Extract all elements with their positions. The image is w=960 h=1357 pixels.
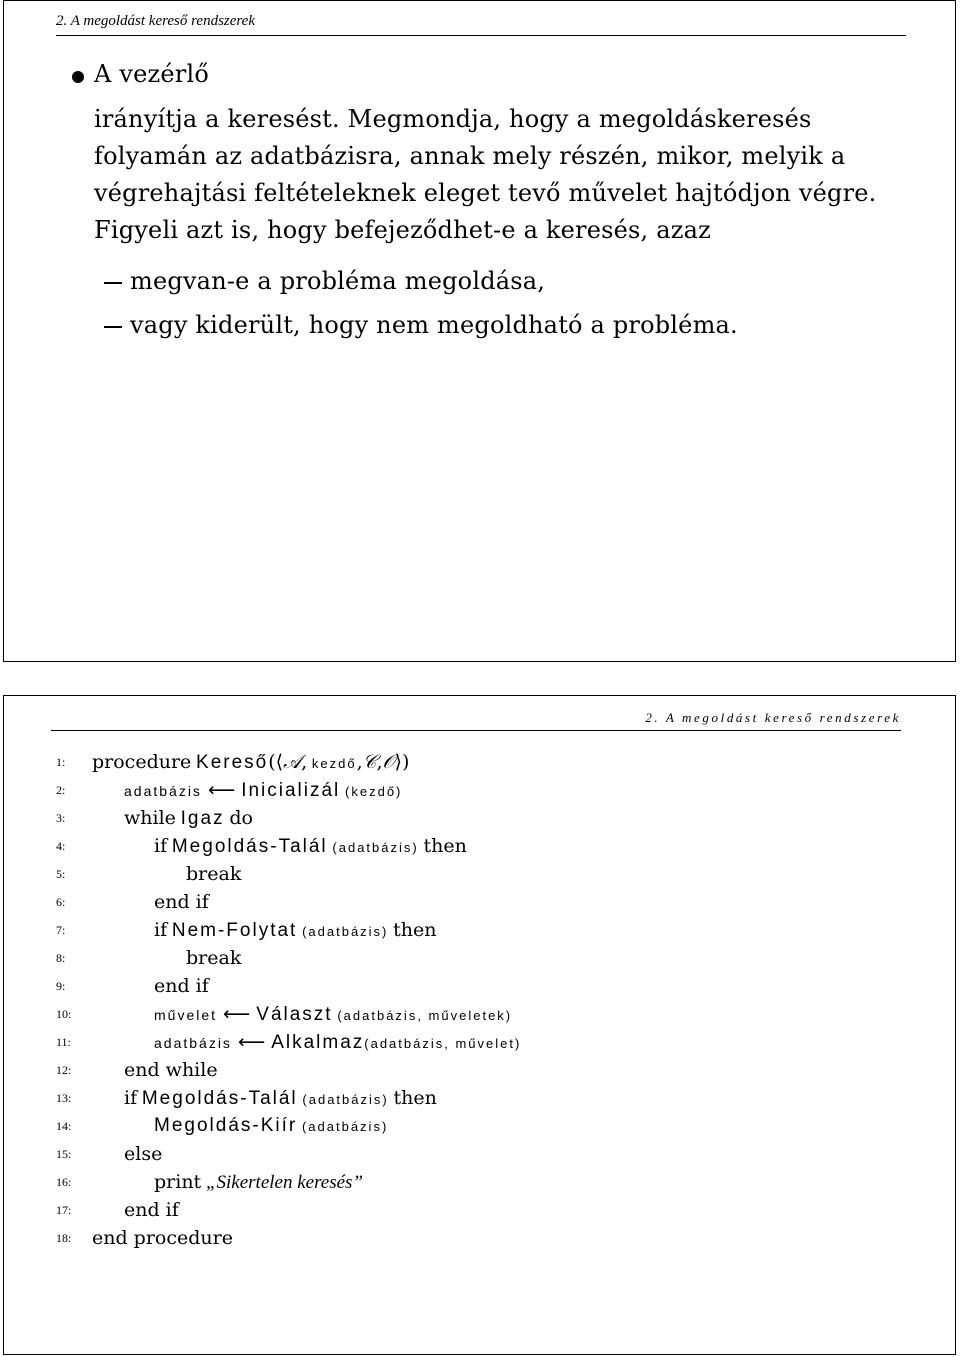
function-name: Kereső: [196, 752, 269, 773]
code-line: [4, 1112, 944, 1140]
keyword-end-if: end if: [154, 891, 209, 913]
variable: adatbázis: [154, 1035, 232, 1051]
function-name: Alkalmaz: [271, 1032, 365, 1053]
function-name: Igaz: [180, 808, 225, 829]
comma: ,: [356, 751, 363, 773]
code-line: [4, 776, 944, 804]
param-o: 𝒪: [382, 752, 395, 773]
keyword-end-while: end while: [124, 1059, 218, 1081]
code-line: [4, 916, 944, 944]
keyword-if: if: [124, 1087, 138, 1109]
slide-1: [3, 0, 956, 662]
line-number: 13:: [56, 1091, 72, 1105]
line-number: 3:: [56, 811, 66, 825]
function-name: Nem-Folytat: [171, 920, 298, 941]
comma: ,: [376, 751, 383, 773]
line-number: 2:: [56, 783, 66, 797]
slide-2: [3, 695, 956, 1355]
string-literal: „Sikertelen keresés”: [205, 1172, 364, 1193]
line-number: 4:: [56, 839, 66, 853]
line-number: 8:: [56, 951, 66, 965]
code-line: [4, 1168, 944, 1196]
line-content: [154, 888, 209, 917]
code-line: [4, 748, 944, 776]
line-content: [154, 972, 209, 1001]
line-number: 7:: [56, 923, 66, 937]
line-number: 10:: [56, 1007, 72, 1021]
assign-arrow-icon: ⟵: [223, 1003, 251, 1025]
code-line: [4, 1084, 944, 1112]
line-content: [124, 776, 402, 806]
slide-header: 2. A megoldást kereső rendszerek: [56, 13, 906, 36]
keyword-then: then: [423, 835, 467, 857]
keyword-break: break: [186, 947, 242, 969]
bullet-title: A vezérlő: [94, 60, 209, 88]
paragraph: irányítja a keresést. Megmondja, hogy a megoldáskeresés folyamán az adatbázisra, annak mely részén, mikor, melyik a végrehajtási feltételeknek eleget tevő művelet hajtódjon végre. Figyeli azt is, hogy befejeződhet-e a keresés, azaz: [94, 105, 877, 244]
variable: adatbázis: [124, 783, 202, 799]
line-number: 12:: [56, 1063, 72, 1077]
arguments: (kezdő): [345, 784, 403, 799]
assign-arrow-icon: ⟵: [237, 1031, 266, 1053]
dash-item: [104, 263, 545, 299]
code-line: [4, 860, 944, 888]
code-line: [4, 1028, 944, 1056]
keyword-else: else: [124, 1143, 163, 1165]
code-line: [4, 1140, 944, 1168]
arguments: (adatbázis, műveletek): [337, 1008, 513, 1023]
line-number: 16:: [56, 1175, 72, 1189]
angle: ⟨: [275, 751, 284, 773]
code-line: [4, 1000, 944, 1028]
keyword-break: break: [186, 863, 242, 885]
line-content: [124, 1056, 218, 1085]
line-content: [124, 804, 253, 833]
arguments: (adatbázis, művelet): [364, 1036, 522, 1051]
line-number: 5:: [56, 867, 66, 881]
keyword-end-if: end if: [124, 1199, 179, 1221]
keyword-if: if: [154, 919, 168, 941]
paren: ): [401, 751, 410, 773]
comma: ,: [301, 751, 308, 773]
arguments: (adatbázis): [302, 1092, 389, 1107]
line-number: 17:: [56, 1203, 72, 1217]
arguments: (adatbázis): [302, 924, 389, 939]
variable: művelet: [154, 1007, 218, 1023]
keyword-then: then: [393, 1087, 437, 1109]
dash-icon: [104, 326, 122, 328]
code-line: [4, 832, 944, 860]
dash-icon: [104, 282, 122, 284]
keyword-then: then: [393, 919, 437, 941]
function-name: Megoldás-Talál: [171, 836, 328, 857]
line-content: [124, 1196, 179, 1225]
param-kezdo: kezdő: [311, 756, 357, 771]
line-number: 15:: [56, 1147, 72, 1161]
line-content: [92, 748, 409, 778]
line-content: [154, 1028, 521, 1058]
keyword-end-if: end if: [154, 975, 209, 997]
code-line: [4, 1056, 944, 1084]
dash-item: [104, 307, 738, 343]
code-line: [4, 804, 944, 832]
line-number: 18:: [56, 1231, 72, 1245]
line-number: 1:: [56, 755, 66, 769]
bullet-icon: [72, 71, 84, 83]
param-a: 𝒜: [283, 752, 302, 773]
line-number: 9:: [56, 979, 66, 993]
paren: (: [268, 751, 276, 773]
keyword-procedure: procedure: [92, 751, 192, 773]
line-content: [124, 1140, 162, 1169]
function-name: Megoldás-Kiír: [154, 1115, 298, 1136]
keyword-print: print: [154, 1171, 202, 1193]
assign-arrow-icon: ⟵: [207, 779, 236, 801]
keyword-if: if: [154, 835, 168, 857]
code-line: [4, 972, 944, 1000]
line-content: [154, 1168, 363, 1197]
line-content: [124, 1084, 437, 1114]
function-name: Választ: [256, 1004, 333, 1025]
line-content: [186, 860, 241, 889]
line-number: 11:: [56, 1035, 71, 1049]
angle: ⟩: [394, 751, 402, 773]
code-line: [4, 944, 944, 972]
keyword-end-procedure: end procedure: [92, 1227, 233, 1249]
line-content: [154, 916, 437, 946]
line-number: 6:: [56, 895, 66, 909]
function-name: Inicializál: [241, 780, 341, 801]
function-name: Megoldás-Talál: [141, 1088, 298, 1109]
slide-header: 2. A megoldást kereső rendszerek: [51, 710, 901, 731]
code-line: [4, 888, 944, 916]
line-content: [154, 832, 467, 862]
dash-item-text: megvan-e a probléma megoldása,: [130, 267, 546, 295]
keyword-do: do: [229, 807, 253, 829]
line-number: 14:: [56, 1119, 72, 1133]
code-line: [4, 1224, 944, 1252]
arguments: (adatbázis): [332, 840, 419, 855]
param-c: 𝒞: [362, 752, 377, 773]
keyword-while: while: [124, 807, 176, 829]
line-content: [92, 1224, 233, 1253]
line-content: [154, 1000, 512, 1030]
code-line: [4, 1196, 944, 1224]
line-content: [186, 944, 241, 973]
dash-item-text: vagy kiderült, hogy nem megoldható a probléma.: [130, 311, 738, 339]
arguments: (adatbázis): [301, 1119, 389, 1134]
line-content: [154, 1112, 388, 1141]
